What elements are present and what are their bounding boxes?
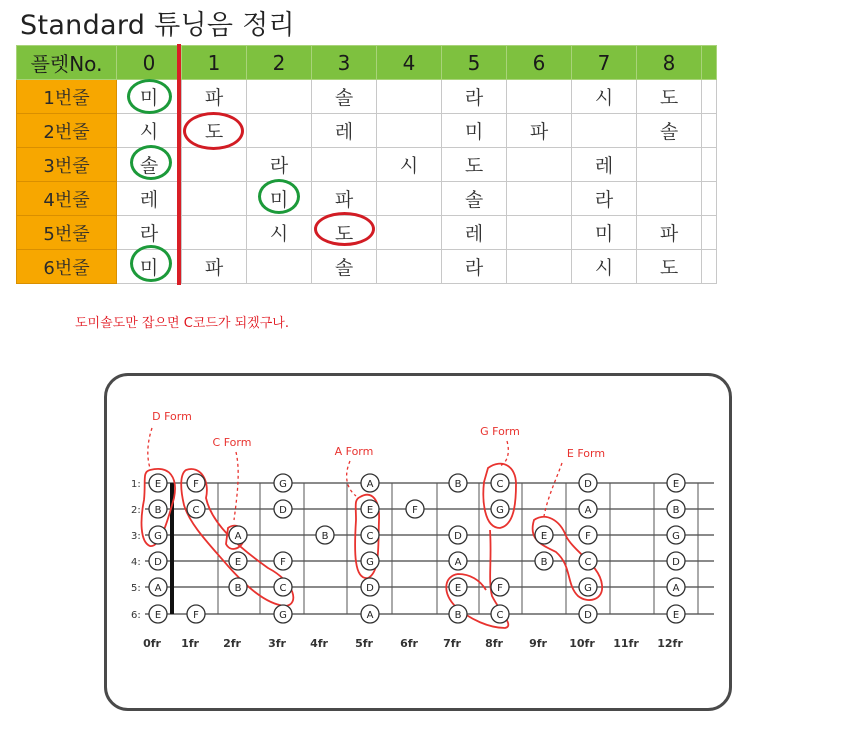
string-number-label: 4: xyxy=(131,557,141,568)
caption-text: 도미솔도만 잡으면 C코드가 되겠구나. xyxy=(75,316,289,331)
note-cell: 솔 xyxy=(312,250,377,284)
note-letter: B xyxy=(454,610,462,621)
fret-header: 5 xyxy=(442,46,507,80)
note-letter: E xyxy=(672,479,680,490)
note-cell: 라 xyxy=(442,80,507,114)
note-letter: G xyxy=(366,557,374,568)
note-cell: 도 xyxy=(637,80,702,114)
note-cell: 시 xyxy=(247,216,312,250)
note-letter: A xyxy=(366,610,374,621)
note-letter: A xyxy=(234,531,242,542)
note-cell: 라 xyxy=(117,216,182,250)
fret-header: 3 xyxy=(312,46,377,80)
form-leader-line xyxy=(500,441,508,466)
form-label: A Form xyxy=(334,445,374,458)
form-leader-line xyxy=(347,461,356,496)
note-letter: G xyxy=(154,531,162,542)
note-letter: A xyxy=(154,583,162,594)
note-letter: D xyxy=(279,505,287,516)
note-letter: G xyxy=(584,583,592,594)
note-letter: C xyxy=(192,505,200,516)
note-letter: E xyxy=(366,505,374,516)
string-number-label: 1: xyxy=(131,479,141,490)
note-letter: A xyxy=(672,583,680,594)
fret-header: 4 xyxy=(377,46,442,80)
string-label: 2번줄 xyxy=(17,114,117,148)
note-cell: 시 xyxy=(117,114,182,148)
fret-header: 6 xyxy=(507,46,572,80)
fret-number-label: 3fr xyxy=(268,637,286,650)
note-letter: E xyxy=(154,479,162,490)
note-cell: 파 xyxy=(312,182,377,216)
note-cell: 미 xyxy=(117,250,182,284)
note-cell: 라 xyxy=(442,250,507,284)
note-letter: A xyxy=(366,479,374,490)
note-letter: B xyxy=(321,531,329,542)
note-letter: B xyxy=(154,505,162,516)
note-cell: 레 xyxy=(572,148,637,182)
note-letter: A xyxy=(454,557,462,568)
note-cell: 파 xyxy=(182,250,247,284)
string-label: 4번줄 xyxy=(17,182,117,216)
string-number-label: 6: xyxy=(131,610,141,621)
note-cell: 라 xyxy=(247,148,312,182)
form-leader-line xyxy=(544,463,562,516)
note-letter: F xyxy=(585,531,591,542)
note-cell: 솔 xyxy=(637,114,702,148)
note-letter: E xyxy=(154,610,162,621)
fret-number-label: 6fr xyxy=(400,637,418,650)
note-letter: D xyxy=(154,557,162,568)
fret-number-label: 8fr xyxy=(485,637,503,650)
note-letter: C xyxy=(366,531,374,542)
note-cell: 파 xyxy=(507,114,572,148)
fret-number-label: 2fr xyxy=(223,637,241,650)
string-label: 6번줄 xyxy=(17,250,117,284)
note-letter: D xyxy=(454,531,462,542)
note-cell: 미 xyxy=(117,80,182,114)
fret-number-label: 12fr xyxy=(657,637,683,650)
note-letter: G xyxy=(496,505,504,516)
note-letter: D xyxy=(672,557,680,568)
fret-number-label: 1fr xyxy=(181,637,199,650)
note-letter: A xyxy=(584,505,592,516)
fret-header: 8 xyxy=(637,46,702,80)
note-letter: C xyxy=(279,583,287,594)
fret-header: 2 xyxy=(247,46,312,80)
note-letter: B xyxy=(454,479,462,490)
note-letter: G xyxy=(672,531,680,542)
note-cell: 미 xyxy=(247,182,312,216)
fret-number-label: 9fr xyxy=(529,637,547,650)
note-cell: 시 xyxy=(572,80,637,114)
note-cell: 도 xyxy=(442,148,507,182)
note-letter: C xyxy=(496,610,504,621)
fret-number-label: 11fr xyxy=(613,637,639,650)
note-cell: 레 xyxy=(117,182,182,216)
note-letter: C xyxy=(584,557,592,568)
string-number-label: 3: xyxy=(131,531,141,542)
note-letter: E xyxy=(540,531,548,542)
note-cell: 미 xyxy=(442,114,507,148)
note-cell: 미 xyxy=(572,216,637,250)
fret-number-label: 10fr xyxy=(569,637,595,650)
note-letter: E xyxy=(234,557,242,568)
note-letter: E xyxy=(672,610,680,621)
string-number-label: 2: xyxy=(131,505,141,516)
note-cell: 라 xyxy=(572,182,637,216)
note-cell: 파 xyxy=(182,80,247,114)
string-label: 5번줄 xyxy=(17,216,117,250)
note-letter: F xyxy=(497,583,503,594)
form-label: D Form xyxy=(152,410,192,423)
note-cell: 도 xyxy=(637,250,702,284)
fret-number-label: 7fr xyxy=(443,637,461,650)
note-cell: 도 xyxy=(312,216,377,250)
note-cell: 시 xyxy=(572,250,637,284)
note-letter: B xyxy=(540,557,548,568)
note-cell: 시 xyxy=(377,148,442,182)
string-number-label: 5: xyxy=(131,583,141,594)
string-label: 1번줄 xyxy=(17,80,117,114)
note-cell: 솔 xyxy=(442,182,507,216)
note-cell: 솔 xyxy=(117,148,182,182)
note-letter: C xyxy=(496,479,504,490)
note-cell: 솔 xyxy=(312,80,377,114)
fret-number-label: 5fr xyxy=(355,637,373,650)
note-letter: B xyxy=(672,505,680,516)
note-cell: 레 xyxy=(312,114,377,148)
page-title: Standard 튜닝음 정리 xyxy=(20,10,295,41)
note-cell: 레 xyxy=(442,216,507,250)
note-letter: F xyxy=(193,610,199,621)
note-letter: F xyxy=(412,505,418,516)
form-label: E Form xyxy=(566,447,606,460)
note-letter: E xyxy=(454,583,462,594)
note-letter: G xyxy=(279,479,287,490)
fret-number-label: 4fr xyxy=(310,637,328,650)
form-label: G Form xyxy=(480,425,520,438)
note-letter: D xyxy=(584,479,592,490)
string-label: 3번줄 xyxy=(17,148,117,182)
fret-number-label: 0fr xyxy=(143,637,161,650)
note-letter: G xyxy=(279,610,287,621)
fret-header: 7 xyxy=(572,46,637,80)
note-cell: 파 xyxy=(637,216,702,250)
note-cell: 도 xyxy=(182,114,247,148)
fret-header: 0 xyxy=(117,46,182,80)
note-letter: F xyxy=(193,479,199,490)
note-letter: D xyxy=(584,610,592,621)
form-leader-line xyxy=(234,452,238,520)
note-letter: D xyxy=(366,583,374,594)
corner-header: 플렛No. xyxy=(17,46,117,80)
form-leader-line xyxy=(148,428,152,468)
note-letter: B xyxy=(234,583,242,594)
form-label: C Form xyxy=(212,436,252,449)
note-letter: F xyxy=(280,557,286,568)
fret-header: 1 xyxy=(182,46,247,80)
